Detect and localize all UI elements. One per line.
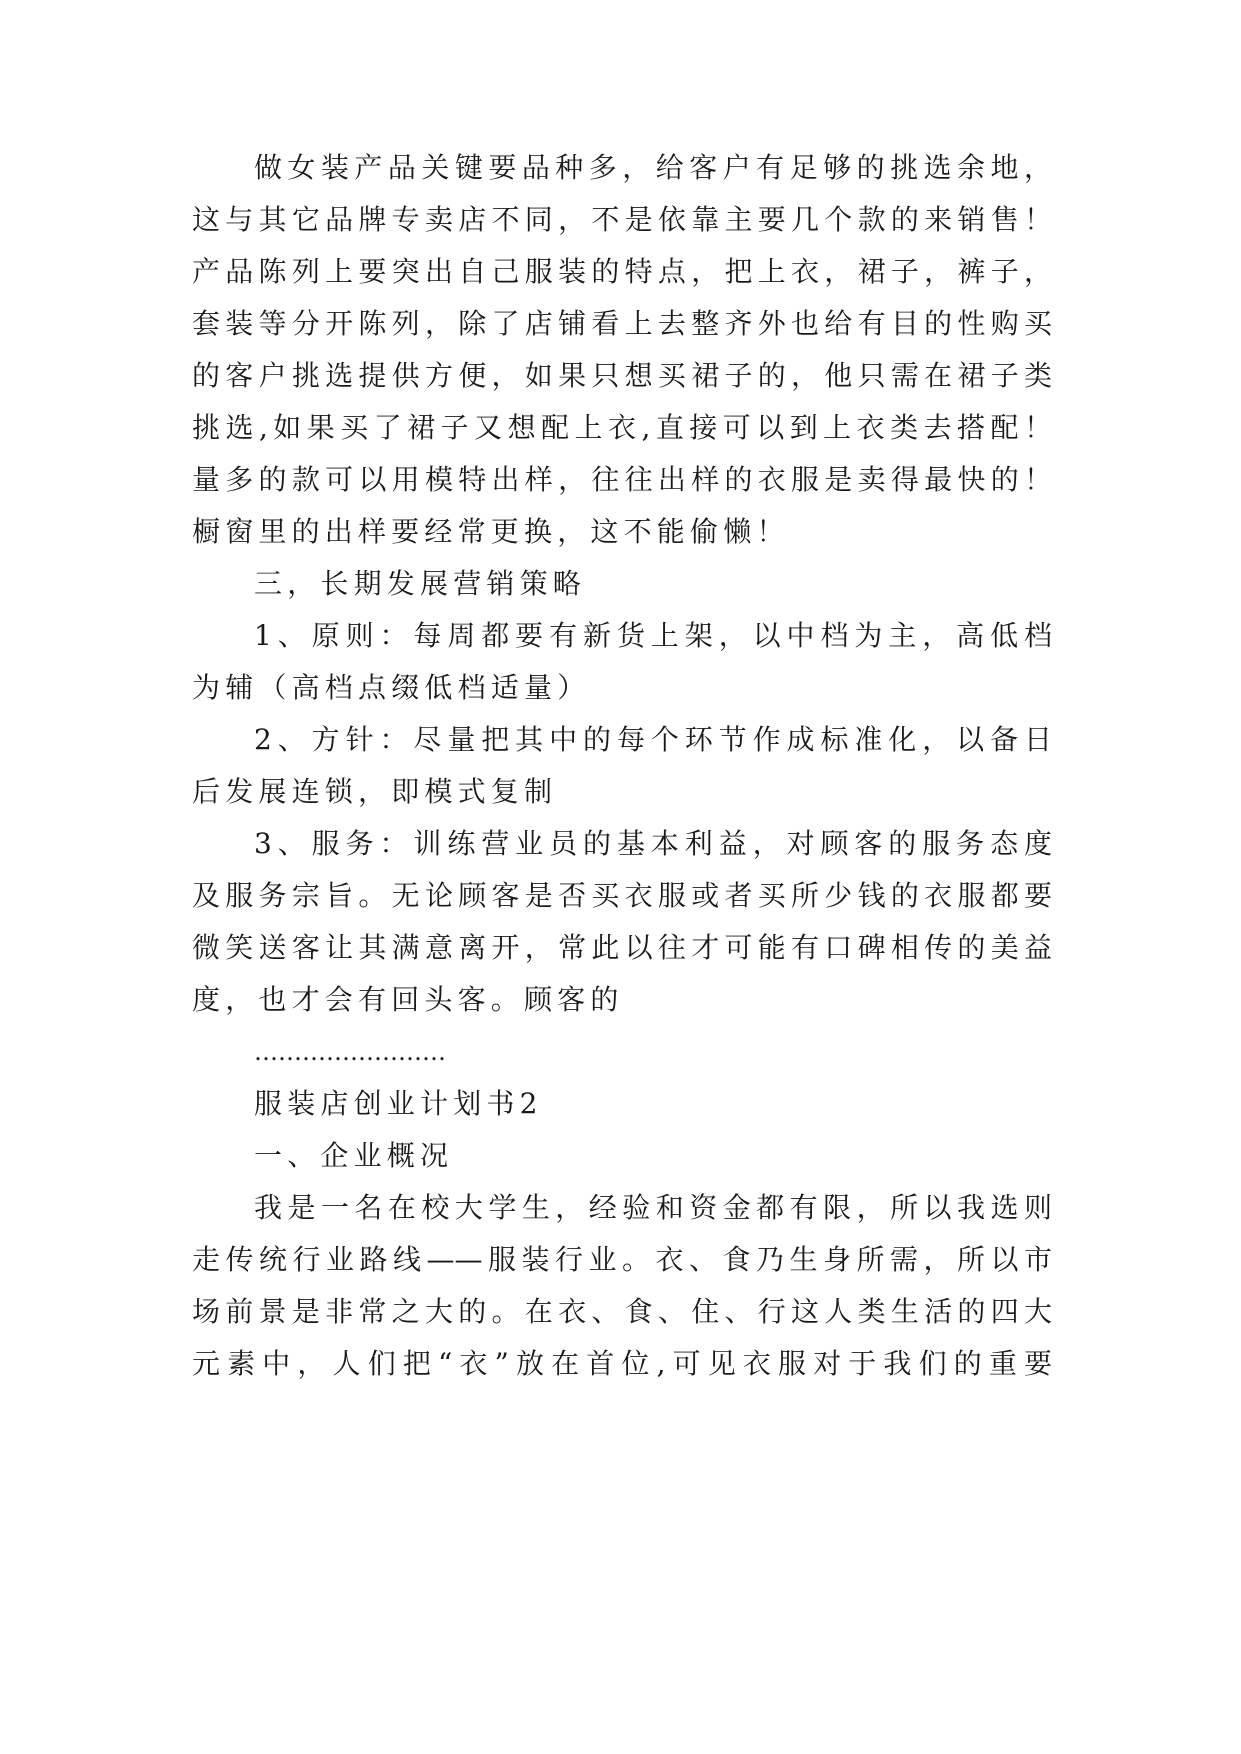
paragraph-line: 场前景是非常之大的。在衣、食、住、行这人类生活的四大 [192,1295,1052,1328]
paragraph-line: 微笑送客让其满意离开，常此以往才可能有口碑相传的美益 [192,931,1052,964]
section-heading: 一、企业概况 [254,1139,454,1172]
paragraph-line: 2、方针：尽量把其中的每个环节作成标准化，以备日 [254,723,1052,756]
paragraph-line: 这与其它品牌专卖店不同，不是依靠主要几个款的来销售！ [192,203,1052,236]
ellipsis-separator: …………………… [254,1038,446,1066]
paragraph-line: 后发展连锁，即模式复制 [192,775,558,808]
paragraph-line: 3、服务：训练营业员的基本利益，对顾客的服务态度 [254,827,1052,860]
paragraph-line: 度，也才会有回头客。顾客的 [192,983,624,1016]
paragraph-line: 为辅（高档点缀低档适量） [192,671,591,704]
document-title: 服装店创业计划书2 [254,1087,543,1120]
paragraph-line: 做女装产品关键要品种多，给客户有足够的挑选余地， [254,151,1052,184]
paragraph-line: 及服务宗旨。无论顾客是否买衣服或者买所少钱的衣服都要 [192,879,1052,912]
paragraph-line: 的客户挑选提供方便，如果只想买裙子的，他只需在裙子类 [192,359,1052,392]
paragraph-line: 走传统行业路线——服装行业。衣、食乃生身所需，所以市 [192,1243,1052,1276]
paragraph-line: 套装等分开陈列，除了店铺看上去整齐外也给有目的性购买 [192,307,1052,340]
paragraph-line: 挑选,如果买了裙子又想配上衣,直接可以到上衣类去搭配！ [192,411,1052,444]
paragraph-line: 1、原则：每周都要有新货上架，以中档为主，高低档 [254,619,1052,652]
paragraph-line: 我是一名在校大学生，经验和资金都有限，所以我选则 [254,1191,1052,1224]
paragraph-line: 产品陈列上要突出自己服装的特点，把上衣，裙子，裤子， [192,255,1052,288]
paragraph-line: 元素中，人们把“衣”放在首位,可见衣服对于我们的重要 [192,1347,1052,1380]
paragraph-line: 量多的款可以用模特出样，往往出样的衣服是卖得最快的！ [192,463,1052,496]
section-heading: 三，长期发展营销策略 [254,567,587,600]
paragraph-line: 橱窗里的出样要经常更换，这不能偷懒！ [192,515,790,548]
